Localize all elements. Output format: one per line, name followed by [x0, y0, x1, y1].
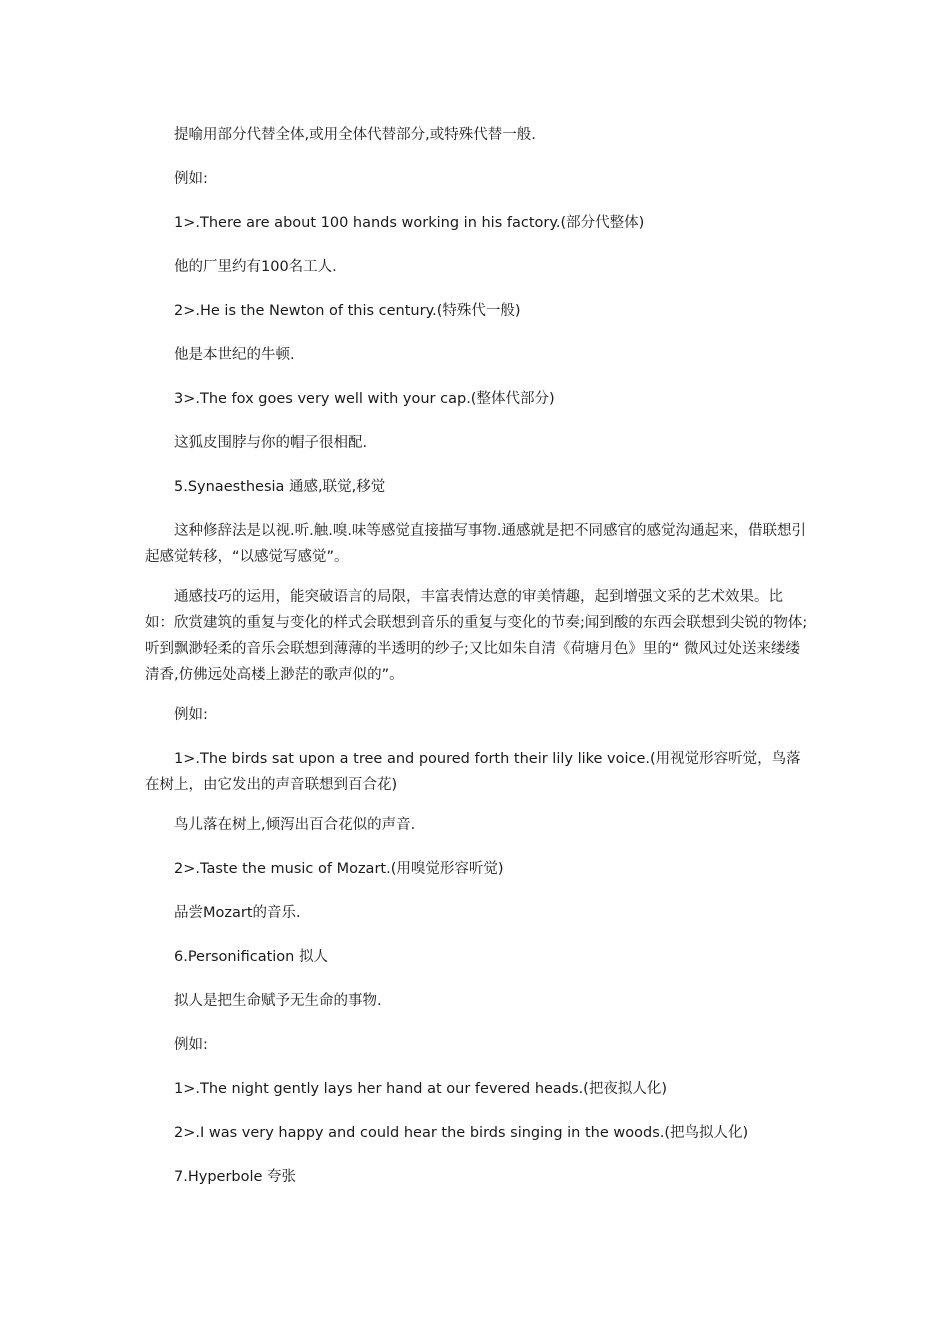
paragraph-example-label: 例如: [174, 171, 208, 187]
paragraph-example-2: 2>.He is the Newton of this century.(特殊代一般) [174, 303, 521, 319]
paragraph-example-2: 2>.Taste the music of Mozart.(用嗅觉形容听觉) [174, 861, 504, 877]
paragraph-example-2: 2>.I was very happy and could hear the birds singing in the woods.(把鸟拟人化) [174, 1125, 749, 1141]
paragraph-translation-3: 这狐皮围脖与你的帽子很相配. [174, 435, 368, 451]
document-body [145, 122, 810, 1208]
paragraph-synaesthesia-usage: 通感技巧的运用，能突破语言的局限，丰富表情达意的审美情趣，起到增强文采的艺术效果。比如：欣赏建筑的重复与变化的样式会联想到音乐的重复与变化的节奏;闻到酸的东西会联想到尖锐的物体;听到飘渺轻柔的音乐会联想到薄薄的半透明的纱子;又比如朱自清《荷塘月色》里的“ 微风过处送来缕缕清香,仿佛远处高楼上渺茫的歌声似的”。 [145, 589, 808, 683]
paragraph-translation-1: 鸟儿落在树上,倾泻出百合花似的声音. [174, 817, 416, 833]
paragraph-translation-2: 他是本世纪的牛顿. [174, 347, 295, 363]
paragraph-example-label: 例如: [174, 707, 208, 723]
paragraph-example-label: 例如: [174, 1037, 208, 1053]
section-heading-personification: 6.Personification 拟人 [174, 949, 328, 965]
section-heading-synaesthesia: 5.Synaesthesia 通感,联觉,移觉 [174, 479, 386, 495]
section-heading-hyperbole: 7.Hyperbole 夸张 [174, 1169, 297, 1185]
paragraph-example-1: 1>.The birds sat upon a tree and poured forth their lily like voice.(用视觉形容听觉，鸟落在树上，由它发出的声音联想到百合花) [145, 751, 801, 793]
paragraph-synecdoche-definition: 提喻用部分代替全体,或用全体代替部分,或特殊代替一般. [174, 127, 536, 143]
paragraph-example-3: 3>.The fox goes very well with your cap.(整体代部分) [174, 391, 555, 407]
paragraph-personification-definition: 拟人是把生命赋予无生命的事物. [174, 993, 382, 1009]
paragraph-translation-1: 他的厂里约有100名工人. [174, 259, 337, 275]
paragraph-translation-2: 品尝Mozart的音乐. [174, 905, 301, 921]
paragraph-example-1: 1>.The night gently lays her hand at our fevered heads.(把夜拟人化) [174, 1081, 667, 1097]
paragraph-example-1: 1>.There are about 100 hands working in his factory.(部分代整体) [174, 215, 645, 231]
paragraph-synaesthesia-definition: 这种修辞法是以视.听.触.嗅.味等感觉直接描写事物.通感就是把不同感官的感觉沟通起来，借联想引起感觉转移，“以感觉写感觉”。 [145, 523, 807, 565]
